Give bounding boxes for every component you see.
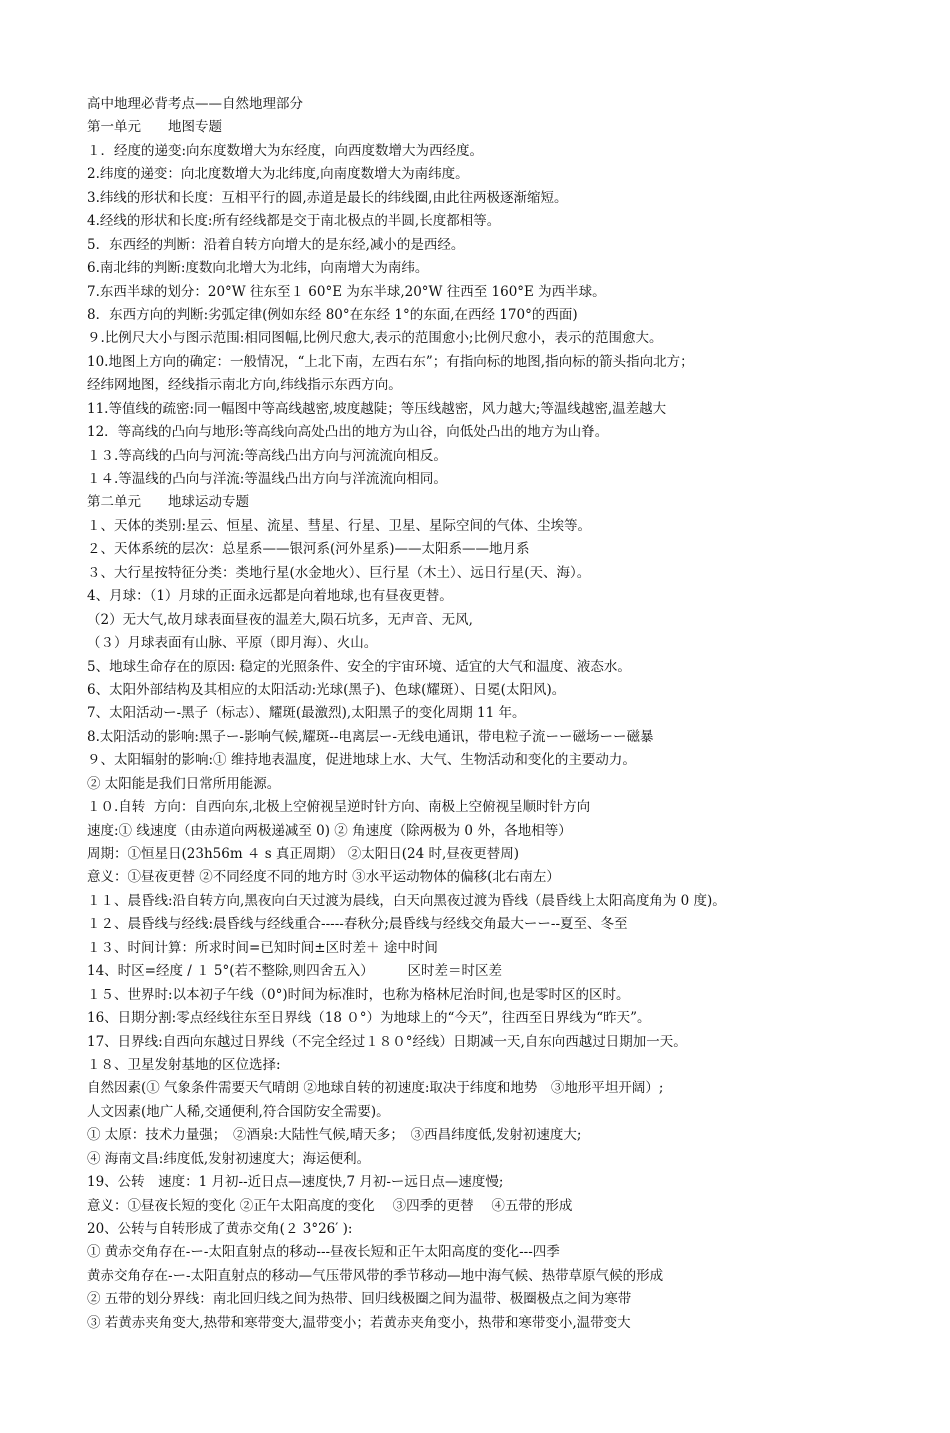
text-line: 5、地球生命存在的原因: 稳定的光照条件、安全的宇宙环境、适宜的大气和温度、液态水。 [87,658,631,675]
text-line: ② 太阳能是我们日常所用能源。 [87,775,281,792]
text-line: 2.纬度的递变：向北度数增大为北纬度,向南度数增大为南纬度。 [87,166,469,183]
text-line: 经纬网地图，经线指示南北方向,纬线指示东西方向。 [87,377,402,394]
text-line: ９、太阳辐射的影响:① 维持地表温度，促进地球上水、大气、生物活动和变化的主要动力。 [87,752,636,769]
text-line: 4、月球：（1）月球的正面永远都是向着地球,也有昼夜更替。 [87,588,453,605]
text-line: ③ 若黄赤夹角变大,热带和寒带变大,温带变小；若黄赤夹角变小，热带和寒带变小,温带变大 [87,1314,631,1331]
text-line: 12．等高线的凸向与地形:等高线向高处凸出的地方为山谷，向低处凸出的地方为山脊。 [87,424,609,441]
text-line: １、天体的类别:星云、恒星、流星、彗星、行星、卫星、星际空间的气体、尘埃等。 [87,517,592,534]
text-line: １４.等温线的凸向与洋流:等温线凸出方向与洋流流向相同。 [87,471,447,487]
text-line: 8．东西方向的判断:劣弧定律(例如东经 80°在东经 1°的东面,在西经 170°的西面) [87,306,578,323]
text-line: ① 黄赤交角存在-ー-太阳直射点的移动---昼夜长短和正午太阳高度的变化---四季 [87,1244,560,1261]
text-line: 14、时区=经度 / １ 5°(若不整除,则四舍五入） 区时差＝时区差 [87,963,503,980]
text-line: 17、日界线:自西向东越过日界线（不完全经过１８０°经线）日期减一天,自东向西越过日期加一天。 [87,1033,687,1050]
text-line: 20、公转与自转形成了黄赤交角(２ 3°26′ ): [87,1221,353,1237]
text-line: 8.太阳活动的影响:黑子ー-影响气候,耀斑--电离层ー-无线电通讯，带电粒子流ーー磁场ーー磁暴 [87,728,654,745]
text-line: １．经度的递变:向东度数增大为东经度，向西度数增大为西经度。 [87,142,484,159]
text-line: 7.东西半球的划分：20°W 往东至１ 60°E 为东半球,20°W 往西至 160°E 为西半球。 [87,283,606,300]
text-line: 自然因素(① 气象条件需要天气晴朗 ②地球自转的初速度:取决于纬度和地势 ③地形平坦开阔）; [87,1080,664,1097]
text-line: （３）月球表面有山脉、平原（即月海）、火山。 [87,635,378,652]
text-line: ２、天体系统的层次：总星系——银河系(河外星系)——太阳系——地月系 [87,541,530,558]
section-heading: 第一单元 地图专题 [87,119,222,136]
text-line: 速度:① 线速度（由赤道向两极递减至 0) ② 角速度（除两极为 0 外，各地相等） [87,822,572,839]
text-line: １１、晨昏线:沿自转方向,黑夜向白天过渡为晨线，白天向黑夜过渡为昏线（晨昏线上太阳高度角为 0 度)。 [87,892,726,909]
text-line: １０.自转 方向：自西向东,北极上空俯视呈逆时针方向、南极上空俯视呈顺时针方向 [87,799,591,816]
text-line: １３.等高线的凸向与河流:等高线凸出方向与河流流向相反。 [87,447,447,464]
document-title: 高中地理必背考点——自然地理部分 [87,96,303,112]
text-line: 意义：①昼夜更替 ②不同经度不同的地方时 ③水平运动物体的偏移(北右南左） [87,869,560,886]
text-line: 黄赤交角存在-ー-太阳直射点的移动—气压带风带的季节移动—地中海气候、热带草原气候的形成 [87,1267,664,1284]
text-line: 10.地图上方向的确定：一般情况，“上北下南，左西右东”；有指向标的地图,指向标的箭头指向北方； [87,353,694,370]
text-line: ① 太原：技术力量强； ②酒泉:大陆性气候,晴天多； ③西昌纬度低,发射初速度大; [87,1127,582,1144]
section-heading: 第二单元 地球运动专题 [87,494,249,511]
text-line: 4.经线的形状和长度:所有经线都是交于南北极点的半圆,长度都相等。 [87,213,501,230]
text-line: ３、大行星按特征分类：类地行星(水金地火）、巨行星（木土）、远日行星(天、海）。 [87,564,591,581]
text-line: （2）无大气,故月球表面昼夜的温差大,陨石坑多，无声音、无风, [87,611,473,628]
text-line: ④ 海南文昌:纬度低,发射初速度大；海运便利。 [87,1150,371,1167]
text-line: 意义：①昼夜长短的变化 ②正午太阳高度的变化 ③四季的更替 ④五带的形成 [87,1197,573,1214]
text-line: 7、太阳活动ー-黑子（标志）、耀斑(最激烈),太阳黑子的变化周期 11 年。 [87,705,526,722]
text-line: 6、太阳外部结构及其相应的太阳活动:光球(黑子)、色球(耀斑）、日冕(太阳风)。 [87,681,566,698]
text-line: ② 五带的划分界线：南北回归线之间为热带、回归线极圈之间为温带、极圈极点之间为寒带 [87,1291,632,1308]
text-line: 3.纬线的形状和长度：互相平行的圆,赤道是最长的纬线圈,由此往两极逐渐缩短。 [87,189,568,206]
text-line: 6.南北纬的判断:度数向北增大为北纬，向南增大为南纬。 [87,260,429,277]
text-line: １８、卫星发射基地的区位选择: [87,1056,281,1073]
text-line: 16、日期分割:零点经线往东至日界线（18 ０°）为地球上的“今天”，往西至日界线为“昨天”。 [87,1010,651,1027]
text-line: １５、世界时:以本初子午线（0°)时间为标准时，也称为格林尼治时间,也是零时区的区时。 [87,986,630,1003]
text-line: １３、时间计算：所求时间=已知时间±区时差＋ 途中时间 [87,939,438,956]
text-line: １２、晨昏线与经线:晨昏线与经线重合-----春秋分;晨昏线与经线交角最大ーー--夏至、冬至 [87,916,628,933]
text-line: 人文因素(地广人稀,交通便利,符合国防安全需要)。 [87,1103,390,1120]
text-line: 5．东西经的判断：沿着自转方向增大的是东经,减小的是西经。 [87,236,465,253]
text-line: 11.等值线的疏密:同一幅图中等高线越密,坡度越陡；等压线越密，风力越大;等温线越密,温差越大 [87,400,667,417]
text-line: 周期：①恒星日(23h56m ４ s 真正周期） ②太阳日(24 时,昼夜更替周) [87,846,520,862]
text-line: ９.比例尺大小与图示范围:相同图幅,比例尺愈大,表示的范围愈小;比例尺愈小，表示的范围愈大。 [87,330,663,347]
text-line: 19、公转 速度：1 月初--近日点—速度快,7 月初-ー远日点—速度慢; [87,1174,504,1191]
